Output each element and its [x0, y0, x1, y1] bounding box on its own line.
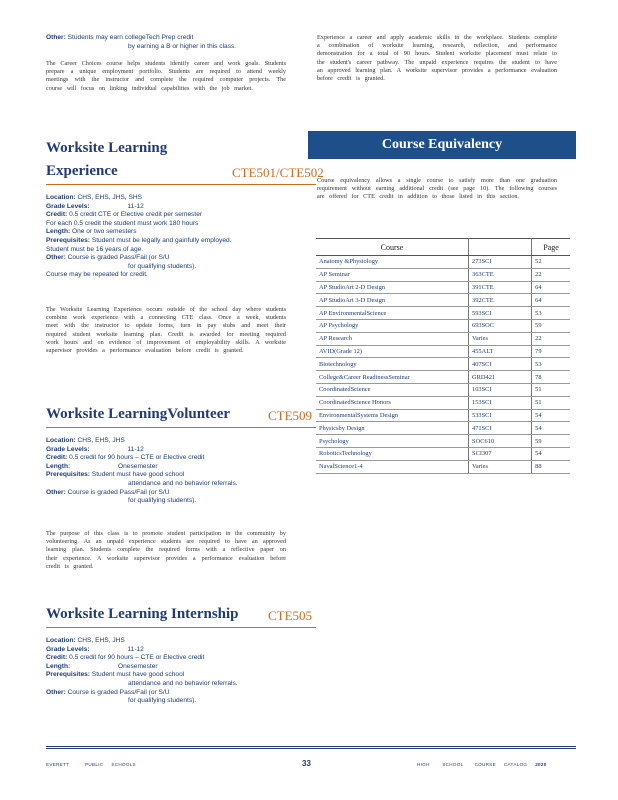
prereq-value-2: Student must be 16 years of age.	[46, 245, 144, 253]
section-title-internship: Worksite Learning Internship	[46, 606, 239, 622]
course-name-cell: AVID(Grade 12)	[316, 345, 469, 358]
page-number-cell: 78	[532, 371, 570, 384]
credit-value: 0.5 credit CTE or Elective credit per semester	[69, 211, 203, 219]
course-name-cell: CoordinatedScience Honors	[316, 396, 469, 409]
footer-catalog: HIGH SCHOOL COURSE CATALOG 2020	[417, 762, 547, 767]
table-row	[316, 307, 570, 320]
table-row	[316, 319, 570, 332]
length-value: Onesemester	[118, 662, 158, 670]
course-name-cell: AP Psychology	[316, 319, 469, 332]
section-divider	[46, 184, 316, 185]
credit-value: 0.5 credit for 90 hours – CTE or Elective credit	[69, 654, 205, 662]
course-code-internship: CTE505	[268, 608, 313, 623]
other-label: Other:	[46, 34, 66, 41]
course-name-cell: EnvironmentalSystems Design	[316, 409, 469, 422]
course-name-cell: College&Career ReadinessSeminar	[316, 371, 469, 384]
section-divider	[46, 627, 316, 628]
career-choices-paragraph: The Career Choices course helps students identify career and work goals. Students prepare a unique employment portfolio. Students are required to attend weekly meetings with the instructor and complete the required computer projects. The course will focus on linking individual capabilities with the job market.	[46, 60, 286, 92]
other-text-2: by earning a B or higher in this class.	[128, 42, 237, 50]
table-header-row	[316, 239, 570, 256]
course-code-cell: 391CTE	[469, 281, 532, 294]
other-value-2: for qualifying students).	[128, 497, 197, 505]
grade-value: 11-12	[127, 645, 144, 653]
internship-description-paragraph: Experience a career and apply academic skills in the workplace. Students complete a combination of worksite learning, research, reflection, and performance demonstration for a total of 90 hours. Student worksite placement must relate to the student's career pathway. The unpaid experience requires the student to have an approved learning plan. A worksite supervisor provides a performance evaluation before credit is granted.	[317, 34, 557, 83]
other-value-3: Course may be repeated for credit.	[46, 271, 148, 279]
page-number-cell: 64	[532, 281, 570, 294]
table-row	[316, 371, 570, 384]
course-code-experience: CTE501/CTE502	[232, 165, 324, 180]
course-code-volunteer: CTE509	[268, 408, 313, 423]
course-name-cell: AP Seminar	[316, 268, 469, 281]
table-row	[316, 281, 570, 294]
location-value: CHS, EHS, JHS	[77, 437, 125, 444]
course-code-cell: Varies	[469, 460, 532, 473]
table-row	[316, 396, 570, 409]
page-number-cell: 54	[532, 447, 570, 460]
internship-info: Location: CHS, EHS, JHS Grade Levels: 11-12 Credit: 0.5 credit for 90 hours – CTE or Elective credit Length: Onesemester Prerequisites: Student must have good school attendance and no behavior referrals. Other: Course is graded Pass/Fail (or S/U for qualifying students).	[46, 637, 296, 706]
course-name-cell: AP StudioArt 3-D Design	[316, 294, 469, 307]
table-row	[316, 435, 570, 448]
experience-info: Location: CHS, EHS, JHS, SHS Grade Levels: 11-12 Credit: 0.5 credit CTE or Elective credit per semester For each 0.5 credit the student must work 180 hours Length: One or two semesters Prerequisites: Student must be legally and gainfully employed. Student must be 16 years of age. Other: Course is graded Pass/Fail (or S/U for qualifying students). Course may be repeated for credit.	[46, 194, 296, 280]
page-number-cell: 22	[532, 332, 570, 345]
course-code-cell: 363CTE	[469, 268, 532, 281]
credit-value-2: For each 0.5 credit the student must work 180 hours	[46, 219, 199, 227]
course-code-cell: 455ALT	[469, 345, 532, 358]
course-code-cell: 533SCI	[469, 409, 532, 422]
course-name-cell: Physicsby Design	[316, 422, 469, 435]
course-name-cell: Biotechnology	[316, 358, 469, 371]
page-number-cell: 53	[532, 307, 570, 320]
page-number-cell: 88	[532, 460, 570, 473]
other-text: Students may earn collegeTech Prep credit	[67, 34, 194, 41]
table-row	[316, 358, 570, 371]
course-code-cell: 392CTE	[469, 294, 532, 307]
course-code-cell: 471SCI	[469, 422, 532, 435]
table-body	[316, 256, 570, 474]
section-title-experience-1: Worksite Learning	[46, 140, 168, 156]
course-code-cell: 593SCI	[469, 307, 532, 320]
course-code-cell: 103SCI	[469, 383, 532, 396]
prereq-value: Student must have good school	[91, 671, 185, 679]
prereq-value-2: attendance and no behavior referrals.	[128, 479, 238, 487]
footer-district: EVERETT PUBLIC SCHOOLS	[46, 762, 136, 767]
prereq-value-2: attendance and no behavior referrals.	[128, 679, 238, 687]
table-row	[316, 422, 570, 435]
credit-value: 0.5 credit for 90 hours – CTE or Elective credit	[69, 454, 205, 462]
other-value-2: for qualifying students).	[128, 697, 197, 705]
length-value: Onesemester	[118, 462, 158, 470]
page-number-cell: 51	[532, 396, 570, 409]
course-name-cell: AP EnvironmentalScience	[316, 307, 469, 320]
length-value: One or two semesters	[72, 228, 137, 236]
page-number-cell: 22	[532, 268, 570, 281]
page-number-cell: 53	[532, 358, 570, 371]
table-row	[316, 409, 570, 422]
location-value: CHS, EHS, JHS, SHS	[77, 194, 143, 201]
volunteer-info: Location: CHS, EHS, JHS Grade Levels: 11-12 Credit: 0.5 credit for 90 hours – CTE or Elective credit Length: Onesemester Prerequisites: Student must have good school attendance and no behavior referrals. Other: Course is graded Pass/Fail (or S/U for qualifying students).	[46, 437, 296, 506]
grade-value: 11-12	[127, 202, 144, 210]
page-number-cell: 52	[532, 256, 570, 269]
other-value: Course is graded Pass/Fail (or S/U	[67, 688, 170, 696]
volunteer-paragraph: The purpose of this class is to promote student participation in the community by volunteering. As an unpaid experience students are required to have an approved learning plan. Students complete the required forms with a reflective paper on their experience. A worksite supervisor provides a performance evaluation before credit is granted.	[46, 530, 286, 570]
page-number-cell: 54	[532, 422, 570, 435]
course-code-cell: SCI307	[469, 447, 532, 460]
prereq-value: Student must have good school	[91, 471, 185, 479]
section-divider	[46, 427, 316, 428]
course-name-cell: RoboticsTechnology	[316, 447, 469, 460]
column-header-course: Course	[316, 239, 469, 256]
course-name-cell: CoordinatedScience	[316, 383, 469, 396]
grade-value: 11-12	[127, 445, 144, 453]
course-code-cell: Varies	[469, 332, 532, 345]
table-row	[316, 332, 570, 345]
page-number-cell: 64	[532, 294, 570, 307]
other-value-2: for qualifying students).	[128, 262, 197, 270]
prereq-value: Student must be legally and gainfully employed.	[91, 236, 232, 244]
column-header-code	[469, 239, 532, 256]
course-name-cell: AP Research	[316, 332, 469, 345]
table-row	[316, 383, 570, 396]
footer-rule	[46, 746, 576, 747]
course-code-cell: GRD421	[469, 371, 532, 384]
table-row	[316, 294, 570, 307]
table-row	[316, 345, 570, 358]
course-name-cell: Anatomy &Physiology	[316, 256, 469, 269]
course-equivalency-banner: Course Equivalency	[308, 131, 576, 159]
location-value: CHS, EHS, JHS	[77, 637, 125, 644]
other-value: Course is graded Pass/Fail (or S/U	[67, 254, 170, 262]
page-number-cell: 54	[532, 409, 570, 422]
table-row	[316, 460, 570, 473]
intro-other-block	[46, 34, 286, 51]
course-equivalency-table	[316, 238, 570, 474]
table-row	[316, 447, 570, 460]
column-header-page: Page	[532, 239, 570, 256]
section-title-volunteer: Worksite LearningVolunteer	[46, 406, 231, 422]
page-number-cell: 59	[532, 435, 570, 448]
course-name-cell: Psychology	[316, 435, 469, 448]
course-equivalency-paragraph: Course equivalency allows a single course to satisfy more than one graduation requirement without earning additional credit (see page 10). The following courses are offered for CTE credit in addition to those listed in this section.	[317, 177, 557, 201]
course-code-cell: SOC610	[469, 435, 532, 448]
course-name-cell: AP StudioArt 2-D Design	[316, 281, 469, 294]
page-number-cell: 59	[532, 319, 570, 332]
page-number: 33	[302, 759, 311, 768]
course-name-cell: NavalScience1-4	[316, 460, 469, 473]
course-code-cell: 693SOC	[469, 319, 532, 332]
footer-rule-2	[46, 748, 576, 749]
table-row	[316, 268, 570, 281]
page-number-cell: 51	[532, 383, 570, 396]
course-code-cell: 153SCI	[469, 396, 532, 409]
experience-paragraph: The Worksite Learning Experience occurs outside of the school day where students combine work experience with a connecting CTE class. Once a week, students meet with the instructor to update forms, turn in pay stubs and meet their required student worksite learning plan. Credit is awarded for meeting required work hours and on evidence of improvement of employability skills. A worksite supervisor provides a performance evaluation before credit is granted.	[46, 306, 286, 355]
course-code-cell: 407SCI	[469, 358, 532, 371]
page-number-cell: 79	[532, 345, 570, 358]
course-code-cell: 273SCI	[469, 256, 532, 269]
table-row	[316, 256, 570, 269]
section-title-experience-2: Experience	[46, 163, 118, 179]
other-value: Course is graded Pass/Fail (or S/U	[67, 488, 170, 496]
